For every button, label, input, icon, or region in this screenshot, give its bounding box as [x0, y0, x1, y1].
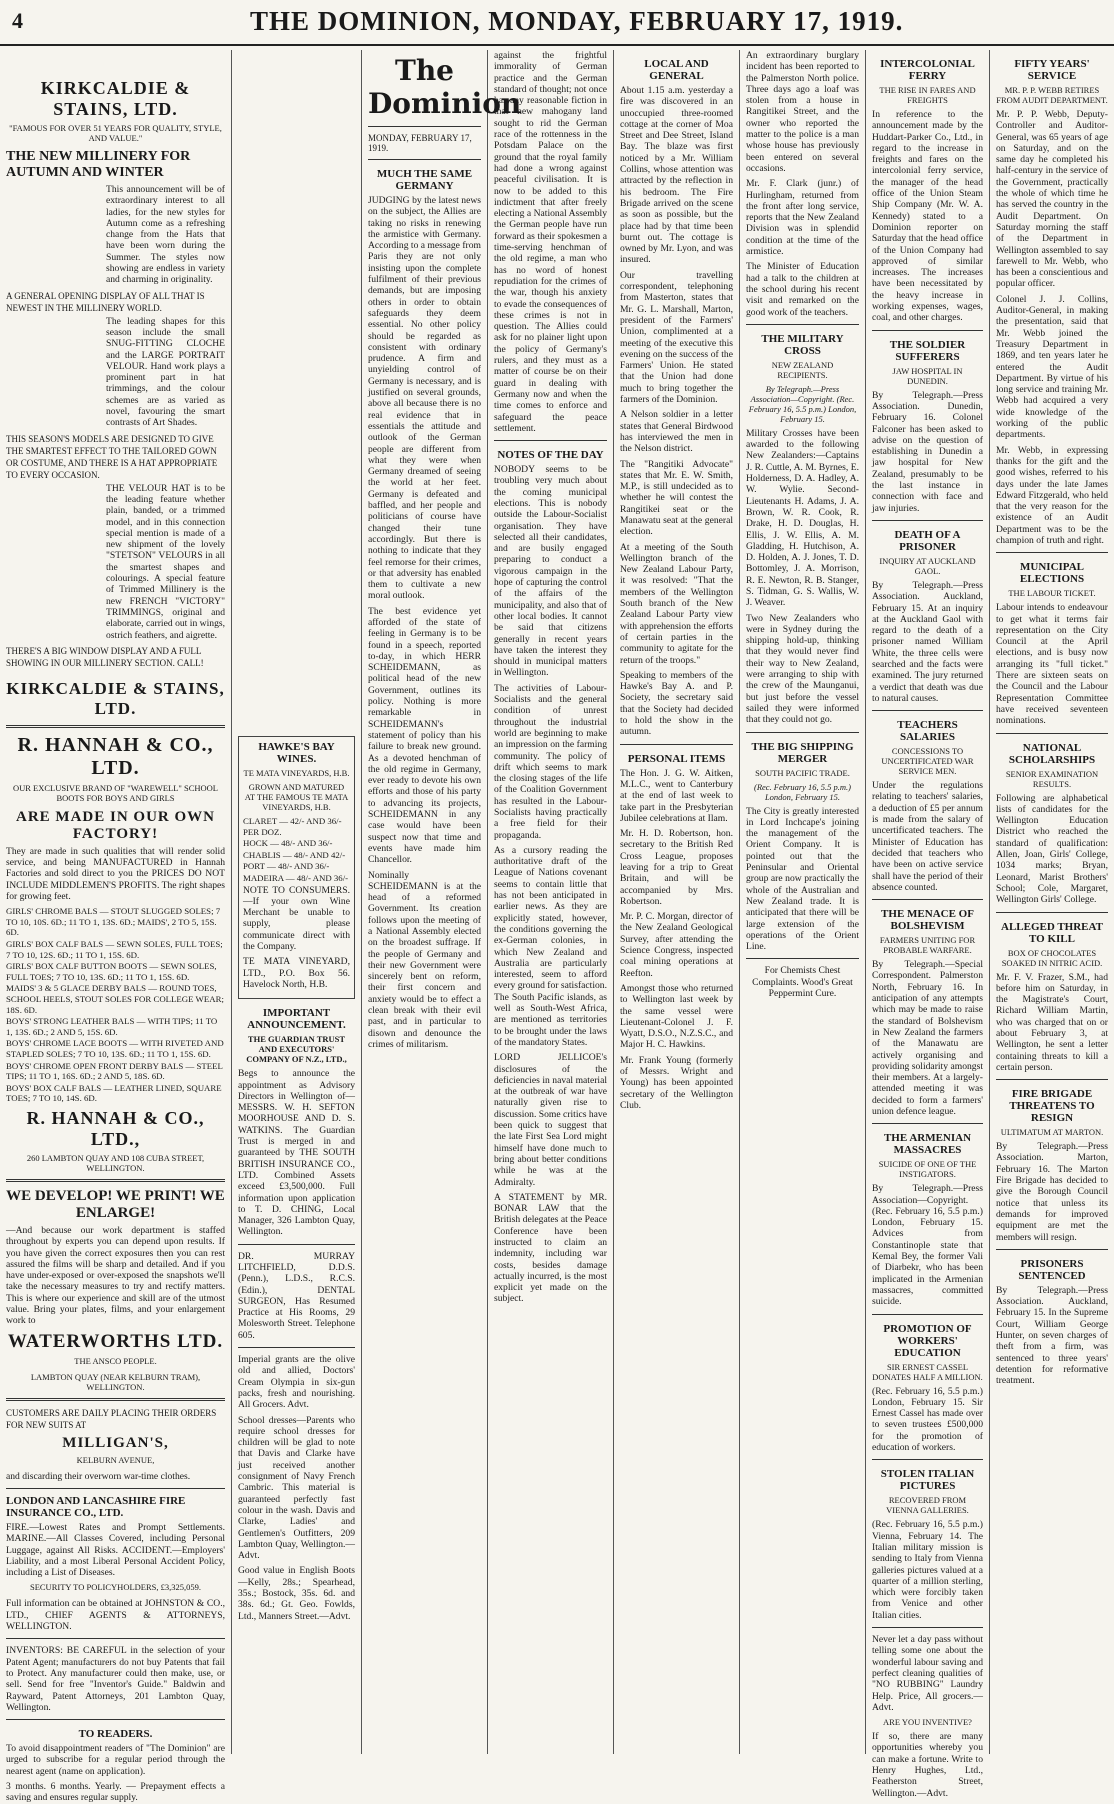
armenian-headline: THE ARMENIAN MASSACRES	[883, 1132, 972, 1157]
wine-price: HOCK — 48/- AND 36/-	[243, 838, 333, 849]
hannah-item: MAIDS' 3 & 5 GLACE DERBY BALS — ROUND TOES, SCHOOL HEELS, STOUT SOLES FOR COLLEGE WEAR; 18S. 6D.	[6, 983, 224, 1015]
wine-line: TE MATA VINEYARDS, H.B.	[243, 768, 350, 778]
personal-paragraph: Mr. H. D. Robertson, hon. secretary to the British Red Cross League, proposes leaving for a trip to Great Britain, and will be accompanied by Mrs. Robertson.	[620, 828, 733, 907]
local-headline: LOCAL AND GENERAL	[644, 58, 709, 82]
fifty-years-paragraph: Mr. Webb, in expressing thanks for the gift and the good wishes, referred to his days under the late James Edward Fitzgerald, who held that the very reason for the existence of an Audit Department was to be the champion of truth and right.	[996, 444, 1108, 546]
pictures-headline: STOLEN ITALIAN PICTURES	[880, 1468, 975, 1493]
wine-price: CLARET — 42/- AND 36/- PER DOZ.	[243, 816, 342, 837]
local-paragraph: At a meeting of the South Wellington branch of the New Zealand Labour Party, it was resolved: "That the members of the Wellington South branch of the New Zealand Labour Party view with apprehension the efforts of certain parties in the community to agitate for the return of the troops."	[620, 541, 733, 666]
millinery-shapes: The leading shapes for this season include the small SNUG-FITTING CLOCHE and the LARGE PORTRAIT VELOUR. Hand work plays a prominent part in hat trimmings, and the colour schemes are as varied as novel, favouring the smart contrasts of Art Shades.	[106, 315, 225, 429]
bolshevism-subhead: FARMERS UNITING FOR PROBABLE WARFARE.	[879, 935, 976, 956]
important-announcement: IMPORTANT ANNOUNCEMENT.	[247, 1007, 346, 1032]
waterworths-title: WATERWORTHS LTD.	[7, 1330, 224, 1352]
chemist-ad: For Chemists Chest Complaints. Wood's Great Peppermint Cure.	[752, 965, 853, 999]
millinery-headline: THE NEW MILLINERY FOR AUTUMN AND WINTER	[6, 149, 191, 180]
hannah-subtitle: OUR EXCLUSIVE BRAND OF "WAREWELL" SCHOOL BOOTS FOR BOYS AND GIRLS	[12, 782, 219, 803]
scholarships-headline: NATIONAL SCHOLARSHIPS	[1008, 741, 1096, 766]
military-cross-headline: THE MILITARY CROSS	[761, 332, 844, 357]
armenian-text: By Telegraph.—Press Association—Copyright. (Rec. February 16, 5.5 p.m.) London, February 15. Advices from Constantinople state that Kemal Bey, the former Vali of Diarbekr, who has been implicated in the Armenian massacres, committed suicide.	[872, 1183, 983, 1308]
waterworths-subtitle: THE ANSCO PEOPLE.	[74, 1355, 157, 1366]
editorial-paragraph: Nominally SCHEIDEMANN is at the head of a reformed Government. Its creation follows upon the meeting of a National Assembly elected on the broadest suffrage. If the people of Germany and their new Government were sincerely bent on reform, their first concern and anxiety would be to effect a clean break with their evil past, and in particular to disown and denounce the crimes of militarism.	[368, 869, 481, 1050]
hannah-item: GIRLS' BOX CALF BUTTON BOOTS — SEWN SOLES, FULL TOES; 7 TO 10, 13S. 6D.; 11 TO 1, 15S. 6D.	[6, 961, 217, 982]
fire-brigade-subhead: ULTIMATUM AT MARTON.	[1000, 1127, 1104, 1138]
ferry-text: In reference to the announcement made by the Huddart-Parker Co., Ltd., in regard to the increase in freights and fares on the intercolonial ferry service, the manager of the head office of the Union Steam Ship Company (Mr. W. A. Kennedy) stated to a Dominion reporter on Saturday that the head office of the Union Company had approved of similar increases. The increases have been necessitated by the heavy increase in working expenses, wages, coal, and other charges.	[872, 109, 983, 324]
personal-paragraph: Mr. Frank Young (formerly of Messrs. Wright and Young) has been appointed secretary of the Wellington Club.	[620, 1054, 733, 1111]
hannah-intro: They are made in such qualities that will render solid service, and being MANUFACTURED in Hannah Factories and sold direct to you the PRICES DO NOT INCLUDE MIDDLEMEN'S PROFITS. The right shapes for growing feet.	[6, 845, 226, 902]
shipping-text: The City is greatly interested in Lord Inchcape's joining the management of the Orient Company. It is pointed out that the Peninsular and Oriental group are now practically the whole of the Australian and New Zealand trade. It is anticipated that there will be large extension of the operations of the Orient Line.	[746, 805, 859, 953]
editorial-paragraph: JUDGING by the latest news on the subject, the Allies are taking no risks in renewing the armistice with Germany. According to a message from Paris they are not only insisting upon the complete fulfilment of their previous demands, but are imposing others in order to obtain safeguards they deem essential. No other policy should be regarded as consistent with ordinary prudence. A firm and unyielding control of Germany is necessary, and is justified on several grounds, above all because there is no real evidence that in essentials the attitude and outlook of the German people are different from what they were when Germany dreamed of seeing the world at her feet. Germany is defeated and baffled, and her people and politicians of course have changed their tune accordingly. But there is nothing to indicate that they feel remorse for their crimes, or that adversity has enabled them to cultivate a new moral outlook.	[368, 195, 481, 602]
teachers-headline: TEACHERS SALARIES	[897, 719, 958, 744]
editorial-date: MONDAY, FEBRUARY 17, 1919.	[368, 133, 472, 153]
kirkcaldie-tagline: "FAMOUS FOR OVER 51 YEARS FOR QUALITY, STYLE, AND VALUE."	[9, 123, 222, 143]
shipping-subhead: SOUTH PACIFIC TRADE.	[755, 767, 850, 778]
hannah-item: BOYS' CHROME LACE BOOTS — WITH RIVETED AND STAPLED SOLES; 7 TO 10, 13S. 6D.; 11 TO 1, 15S. 6D.	[6, 1038, 224, 1059]
municipal-headline: MUNICIPAL ELECTIONS	[1019, 561, 1085, 586]
armenian-subhead: SUICIDE OF ONE OF THE INSTIGATORS.	[878, 1159, 977, 1180]
prisoners-text: By Telegraph.—Press Association. Auckland, February 15. In the Supreme Court, William George Hunter, on seven charges of theft from a firm, was sentenced to three years' detention for reformative treatment.	[996, 1284, 1108, 1387]
notes-paragraph: The activities of Labour-Socialists and the general condition of unrest throughout the industrial world are beginning to make an impression on the farming community. The policy of drift which seems to mark the closing stages of the life of the Coalition Government has resulted in the Labour-Socialists having practically a free field for their propaganda.	[494, 682, 607, 841]
millinery-intro: This announcement will be of extraordinary interest to all ladies, for the new styles for Autumn come as a refreshing change from the Hats that have been worn during the Summer. The styles now showing are endless in variety and charming in originality.	[106, 184, 225, 286]
milligan-note: and discarding their overworn war-time clothes.	[6, 1470, 191, 1482]
readers-text: To avoid disappointment readers of "The Dominion" are urged to subscribe for a regular period through the nearest agent (name on application).	[6, 1743, 225, 1777]
ferry-subhead: THE RISE IN FARES AND FREIGHTS	[879, 85, 976, 105]
lancashire-info: Full information can be obtained at JOHNSTON & CO., LTD., CHIEF AGENTS & ATTORNEYS, WELLINGTON.	[6, 1598, 225, 1633]
wine-line: GROWN AND MATURED AT THE FAMOUS TE MATA VINEYARDS, H.B.	[244, 782, 349, 812]
ferry-headline: INTERCOLONIAL FERRY	[880, 58, 975, 82]
milligan-name: MILLIGAN'S,	[62, 1434, 169, 1451]
hannah-item: BOYS' STRONG LEATHER BALS — WITH TIPS; 11 TO 1, 13S. 6D.; 2 AND 5, 15S. 6D.	[6, 1016, 218, 1037]
personal-paragraph: Amongst those who returned to Wellington last week by the same vessel were Lieutenant-Colonel J. F. Wyatt, D.S.O., N.Z.S.C., and Major H. C. Hawkins.	[620, 982, 733, 1051]
cable-news-column	[866, 50, 990, 1799]
lancashire-security: SECURITY TO POLICYHOLDERS, £3,325,059.	[29, 1582, 202, 1593]
window-display-caption: THERE'S A BIG WINDOW DISPLAY AND A FULL SHOWING IN OUR MILLINERY SECTION. CALL!	[6, 645, 204, 668]
local-paragraph: Our travelling correspondent, telephoning from Masterton, states that Mr. G. L. Marshall, Marton, president of the Farmers' Union, complimented at a meeting of the executive this evening on the success of the Farmers' Union. He stated that the Union had done much to bring together the farmers of the Dominion.	[620, 269, 733, 406]
milligan-address: KELBURN AVENUE,	[76, 1454, 155, 1465]
fifty-years-paragraph: Mr. P. P. Webb, Deputy-Controller and Auditor-General, was 65 years of age on Saturday, and on the same day he completed his half-century in the service of the Government, practically the whole of which time he has served the country in the Audit Department. On Saturday morning the staff of the Department in Wellington assembled to say farewell to Mr. Webb, who has been a conscientious and popular officer.	[996, 109, 1108, 290]
notes-headline: NOTES OF THE DAY	[497, 449, 604, 462]
masthead-title: THE DOMINION, MONDAY, FEBRUARY 17, 1919.	[250, 6, 904, 36]
hannah-headline: ARE MADE IN OUR OWN FACTORY!	[16, 808, 215, 842]
guardian-title: THE GUARDIAN TRUST AND EXECUTORS' COMPANY OF N.Z., LTD.,	[246, 1034, 347, 1065]
war-paragraph: Mr. F. Clark (junr.) of Hurlingham, returned from the front after long service, reports that the New Zealand Division was in splendid condition at the time of the armistice.	[746, 178, 859, 258]
notes-paragraph: LORD JELLICOE's disclosures of the deficiencies in naval material at the outbreak of war have naturally given rise to discussion. Some critics have been quick to suggest that the late First Sea Lord might himself have done much to bring about better conditions while he was at the Admiralty.	[494, 1052, 607, 1188]
education-subhead: SIR ERNEST CASSEL DONATES HALF A MILLION.	[872, 1361, 983, 1382]
personal-paragraph: The Hon. J. G. W. Aitken, M.L.C., went to Canterbury at the end of last week to take part in the Presbyterian Jubilee celebrations at Ilam.	[620, 767, 733, 824]
ad-column-kirkcaldie	[0, 50, 232, 1804]
threat-text: Mr. F. V. Frazer, S.M., had before him on Saturday, in the Magistrate's Court, Richard William Martin, who was charged that on or about February 3, at Wellington, he sent a letter containing threats to kill a certain person.	[996, 971, 1108, 1073]
military-dateline: By Telegraph.—Press Association—Copyright. (Rec. February 16, 5.5 p.m.) London, February 15.	[748, 383, 857, 424]
inventive-text: If so, there are many opportunities whereby you can make a fortune. Write to Henry Hughes, Ltd., Featherston Street, Wellington.—Advt.	[872, 1731, 983, 1799]
editorial-column	[362, 50, 522, 1754]
military-cross-subhead: NEW ZEALAND RECIPIENTS.	[771, 359, 834, 380]
personal-headline: PERSONAL ITEMS	[627, 752, 726, 765]
subscription-rates: 3 months. 6 months. Yearly. — Prepayment effects a saving and ensures regular supply.	[6, 1780, 225, 1804]
wine-line: HAWKE'S BAY WINES.	[258, 741, 335, 765]
personal-paragraph: Mr. P. C. Morgan, director of the New Zealand Geological Survey, after attending the Science Congress, inspected coal mining operations at Reefton.	[620, 911, 733, 979]
milligan-line: CUSTOMERS ARE DAILY PLACING THEIR ORDERS FOR NEW SUITS AT	[6, 1407, 217, 1430]
wine-ad	[238, 736, 355, 999]
local-paragraph: About 1.15 a.m. yesterday a fire was discovered in an unoccupied three-roomed cottage at the corner of Moa Street and Dee Street, Island Bay. The blaze was first noticed by a Mr. William Collins, whose attention was attracted by the reflection in his bedroom. The Fire Brigade arrived on the scene as soon as possible, but the place had by that time been burnt out. The cottage is owned by Mr. Lyon, and was insured.	[620, 85, 733, 266]
hannah-item: GIRLS' BOX CALF BALS — SEWN SOLES, FULL TOES; 7 TO 10, 12S. 6D.; 11 TO 1, 15S. 6D.	[6, 939, 223, 960]
education-text: (Rec. February 16, 5.5 p.m.) London, February 15. Sir Ernest Cassel has made over to seven trustees £500,000 for the promotion of education of workers.	[872, 1385, 983, 1454]
laundry-notice: Never let a day pass without telling some one about the wonderful labour saving and perfect cleaning qualities of "NO RUBBING" Laundry Help. Price, All grocers.—Advt.	[872, 1634, 983, 1713]
hannah-item: BOYS' BOX CALF BALS — LEATHER LINED, SQUARE TOES; 7 TO 10, 14S. 6D.	[6, 1082, 222, 1104]
inventive-headline: ARE YOU INVENTIVE?	[883, 1717, 972, 1728]
scholarships-subhead: SENIOR EXAMINATION RESULTS.	[1005, 768, 1099, 789]
hannah-item: BOYS' CHROME OPEN FRONT DERBY BALS — STEEL TIPS; 11 TO 1, 16S. 6D.; 2 AND 5, 18S. 6D.	[6, 1060, 223, 1082]
teachers-subhead: CONCESSIONS TO UNCERTIFICATED WAR SERVICE MEN.	[881, 746, 974, 777]
right-news-column	[990, 50, 1114, 1754]
sufferers-text: By Telegraph.—Press Association. Dunedin, February 16. Colonel Falconer has been asked to advise on the question of establishing in Dunedin a jaw hospital for New Zealand, presumably to be the last instance in connection with face and jaw injuries.	[872, 389, 983, 514]
hannah-footer-title: R. HANNAH & CO., LTD.,	[26, 1107, 205, 1149]
teachers-text: Under the regulations relating to teachers' salaries, a deduction of £5 per annum is made from the salary of uncertificated teachers. The Minister of Education has decided that teachers who have been on active service shall have the period of their absence counted.	[872, 780, 983, 893]
bolshevism-headline: THE MENACE OF BOLSHEVISM	[881, 908, 974, 933]
education-headline: PROMOTION OF WORKERS' EDUCATION	[883, 1322, 972, 1359]
sufferers-subhead: JAW HOSPITAL IN DUNEDIN.	[892, 365, 963, 386]
wine-price: MADEIRA — 48/- AND 36/-	[243, 872, 349, 883]
fifty-years-paragraph: Colonel J. J. Collins, Auditor-General, in making the presentation, said that Mr. Webb joined the Treasury Department in 1869, and ten years later he entered the Audit Department. By virtue of his long service and training Mr. Webb had acquired a very wide knowledge of the working of the public departments.	[996, 293, 1108, 441]
threat-subhead: BOX OF CHOCOLATES SOAKED IN NITRIC ACID.	[1001, 947, 1103, 968]
local-paragraph: A Nelson soldier in a letter states that General Birdwood has interviewed the men in the Nelson district.	[620, 409, 733, 455]
waterworths-address: LAMBTON QUAY (NEAR KELBURN TRAM), WELLINGTON.	[30, 1371, 201, 1392]
editorial-headline: MUCH THE SAME GERMANY	[376, 168, 473, 192]
hannah-address: 260 LAMBTON QUAY AND 108 CUBA STREET, WELLINGTON.	[26, 1152, 205, 1173]
kirkcaldie-title: KIRKCALDIE & STAINS, LTD.	[40, 78, 191, 119]
editorial-paragraph: The best evidence yet afforded of the state of feeling in Germany is to be found in a speech, reported to-day, in which HERR SCHEIDEMANN, as political head of the new Government, outlines its policy. Nothing is more remarkable in SCHEIDEMANN's statement of policy than his failure to break new ground. As a devoted henchman of the old regime in Germany, ever ready to devote his own efforts and those of his party to advancing its projects, SCHEIDEMANN in any case would have been suspect now that time and events have made him Chancellor.	[368, 605, 481, 866]
burglary-paragraph: An extraordinary burglary incident has been reported to the Palmerston North police. Three days ago a loaf was stolen from a house in Rangitikei Street, and the owner who reported the matter to the police is a man whose house has previously been entered on several occasions.	[746, 50, 859, 174]
prisoner-death-subhead: INQUIRY AT AUCKLAND GAOL.	[879, 555, 976, 576]
fire-brigade-text: By Telegraph.—Press Association. Marton, February 16. The Marton Fire Brigade has decided to give the Borough Council notice that unless its demands for improved equipment are met the members will resign.	[996, 1141, 1108, 1243]
school-dresses-notice: School dresses—Parents who require school dresses for children will be glad to note that Davis and Clarke have just received another consignment of Navy French Cambric. This material is guaranteed perfectly fast colour in the wash. Davis and Clarke, Ladies' and Gentlemen's Outfitters, 209 Lambton Quay, Wellington.—Advt.	[238, 1414, 355, 1562]
bolshevism-text: By Telegraph.—Special Correspondent. Palmerston North, February 16. In anticipation of any attempts which may be made to raise the standard of Bolshevism in New Zealand the farmers of the Manawatu are actively organising and providing solidarity amongst their members. At a largely-attended meeting it was decided to form a farmers' union defence league.	[872, 959, 983, 1117]
editorial-continued: against the frightful immorality of German practice and the German standard of thought; not once has any reasonable fiction in that new mahogany land sought to rid the German race of the rottenness in the Potsdam Palace on the ground that the royal family had done a wrong against peaceful civilisation. It is now to be added to this indictment that after freely electing a National Assembly the German people have run forward as their spokesmen a time-serving henchman of the old regime, a man who has no word of honest repudiation for the crimes of the war, though his anxiety to evade the consequences of these crimes is not in question. The Allies could ask for no plainer light upon the policy of Germany's rulers, and they must as a matter of course be on their guard in dealing with Germany now and when the time comes to enforce and safeguard the peace settlement.	[494, 50, 607, 434]
sufferers-headline: THE SOLDIER SUFFERERS	[889, 338, 966, 363]
develop-headline: WE DEVELOP! WE PRINT! WE ENLARGE!	[6, 1187, 225, 1221]
prisoner-death-headline: DEATH OF A PRISONER	[894, 528, 961, 553]
velour-hat-text: THE VELOUR HAT is to be the leading feature whether plain, banded, or a trimmed model, and in this connection special mention is made of a new shipment of the lovely "STETSON" VELOURS in all the smartest shapes and colourings. A special feature of Trimmed Millinery is the new FRENCH "VICTORY" TRIMMINGS, original and elaborate, carried out in wings, ostrich feathers, and aigrette.	[106, 482, 225, 641]
prisoner-death-text: By Telegraph.—Press Association. Auckland, February 15. At an inquiry at the Auckland Gaol with regard to the death of a prisoner named William White, the three cells were searched and the facts were examined. The jury returned a verdict that death was due to natural causes.	[872, 579, 983, 704]
guardian-text: Begs to announce the appointment as Advisory Directors in Wellington of— MESSRS. W. H. SEFTON MOORHOUSE AND D. S. WATKINS. The Guardian Trust is merged in and guaranteed by THE SOUTH BRITISH INSURANCE CO., LTD. Combined Assets exceed £3,500,000. Full information upon application to T. D. CHING, Local Manager, 326 Lambton Quay, Wellington.	[238, 1068, 355, 1238]
shipping-dateline: (Rec. February 16, 5.5 p.m.) London, February 15.	[753, 781, 851, 802]
develop-text: —And because our work department is staffed throughout by experts you can depend upon results. If you have given the correct exposures then you can rest assured the films will be sharp and detailed. And if you have under-exposed or over-exposed the snapshots we'll take the necessary measures to try and rectify matters. This is where our experience and skill are of the utmost value. Bring your plates, films, and your enlargement work to	[6, 1224, 225, 1327]
new-zealanders-paragraph: Two New Zealanders who were in Sydney during the shipping hold-up, thinking that they would never find their way to New Zealand, were arranging to ship with the crew of the Maunganui, but just before the vessel sailed they were informed that they could not go.	[746, 612, 859, 726]
local-paragraph: The "Rangitiki Advocate" states that Mr. E. W. Smith, M.P., is still undecided as to whether he will contest the Rangitikei seat or the Manawatu seat at the general election.	[620, 458, 733, 538]
fire-brigade-headline: FIRE BRIGADE THREATENS TO RESIGN	[1009, 1088, 1095, 1125]
masthead	[0, 0, 1114, 46]
threat-headline: ALLEGED THREAT TO KILL	[1001, 920, 1103, 945]
local-paragraph: Speaking to members of the Hawke's Bay A. and P. Society, the secretary said that the Society had decided to hold the show in the autumn.	[620, 669, 733, 738]
notes-paragraph: As a cursory reading the authoritative draft of the League of Nations covenant seems to contain little that has not been anticipated in earlier news. As they are explicitly stated, however, the conditions governing the ex-German colonies, in which New Zealand and Australia are particularly interested, seem to afford every ground for satisfaction. The South Pacific islands, as well as South-West Africa, are mentioned as territories to be brought under the laws of the mandatory States.	[494, 844, 607, 1048]
wine-price: PORT — 48/- AND 36/-	[243, 861, 330, 872]
opening-display-caption: A GENERAL OPENING DISPLAY OF ALL THAT IS NEWEST IN THE MILLINERY WORLD.	[6, 290, 205, 313]
general-news-column	[740, 50, 866, 1754]
notes-column	[488, 50, 614, 1754]
kirkcaldie-footer-title: KIRKCALDIE & STAINS, LTD.	[6, 678, 225, 718]
hannah-title: R. HANNAH & CO., LTD.	[17, 733, 214, 779]
lancashire-title: LONDON AND LANCASHIRE FIRE INSURANCE CO., LTD.	[6, 1494, 186, 1519]
page-number: 4	[12, 8, 23, 33]
local-news-column	[614, 50, 740, 1754]
fifty-years-headline: FIFTY YEARS' SERVICE	[1014, 58, 1090, 82]
fifty-years-subhead: MR. P. P. WEBB RETIRES FROM AUDIT DEPARTMENT.	[996, 85, 1108, 105]
scholarships-text: Following are alphabetical lists of candidates for the Wellington Education District who reached the standard of qualification: Allen, Joan, Girls' College, 1034 marks; Bryan, Leonard, Marist Brothers' School; Cole, Margaret, Wellington Girls' College.	[996, 792, 1108, 906]
hannah-item: GIRLS' CHROME BALS — STOUT SLUGGED SOLES; 7 TO 10, 10S. 6D.; 11 TO 1, 13S. 6D.; MAIDS', 2 TO 5, 15S. 6D.	[6, 906, 221, 938]
models-caption: THIS SEASON'S MODELS ARE DESIGNED TO GIVE THE SMARTEST EFFECT TO THE TAILORED GOWN OR COSTUME, AND THERE IS A HAT APPROPRIATE TO EVERY OCCASION.	[6, 433, 218, 480]
prisoners-headline: PRISONERS SENTENCED	[1018, 1257, 1086, 1282]
paper-nameplate: The Dominion	[368, 54, 522, 120]
imperial-notice: Imperial grants are the olive old and allied, Doctors' Cream Olympia in six-gun packs, fresh and nourishing. All Grocers. Advt.	[238, 1354, 355, 1411]
lancashire-text: FIRE.—Lowest Rates and Prompt Settlements. MARINE.—All Classes Covered, including Personal Luggage, against All Risks. ACCIDENT.—Employers' Liability, and a most Liberal Personal Accident Policy, including a List of Diseases.	[6, 1521, 225, 1579]
pictures-subhead: RECOVERED FROM VIENNA GALLERIES.	[886, 1495, 969, 1516]
municipal-subhead: THE LABOUR TICKET.	[1008, 588, 1096, 599]
shipping-headline: THE BIG SHIPPING MERGER	[751, 740, 854, 765]
wine-address: TE MATA VINEYARD, LTD., P.O. Box 56. Havelock North, H.B.	[243, 956, 350, 990]
readers-headline: TO READERS.	[78, 1728, 153, 1741]
wine-note: NOTE TO CONSUMERS.—If your own Wine Merchant be unable to supply, please communicate direct with the Company.	[243, 884, 350, 953]
wine-price: CHABLIS — 48/- AND 42/-	[243, 849, 346, 860]
military-cross-text: Military Crosses have been awarded to the following New Zealanders:—Captains J. R. Cuttle, A. M. Byrnes, E. Holderness, D. A. Hadley, A. W. Wylie. Second-Lieutenants H. Adams, J. A. Brown, W. R. Cook, R. Drake, H. D. Douglas, H. Ellis, J. W. Ellis, A. M. Gladding, H. Hutchison, A. D. Holden, A. J. Jones, T. D. Bottomley, J. A. Morrison, R. E. Newton, R. B. Stanger, S. Tidman, G. S. Wallis, W. J. Weaver.	[746, 427, 859, 609]
municipal-text: Labour intends to endeavour to get what it terms fair representation on the City Council at the April elections, and is busy now arranging its "full ticket." There are sixteen seats on the Council and the Labour Representation Committee have received seventeen nominations.	[996, 602, 1108, 727]
ad-column-notices	[232, 50, 362, 1754]
dental-ad: DR. MURRAY LITCHFIELD, D.D.S. (Penn.), L.D.S., R.C.S. (Edin.), DENTAL SURGEON, Has Resumed Practice at His Rooms, 29 Molesworth Street. Telephone 605.	[238, 1250, 355, 1341]
war-paragraph: The Minister of Education had a talk to the children at the school during his recent visit and remarked on the good work of the teachers.	[746, 261, 859, 318]
boots-notice: Good value in English Boots—Kelly, 28s.; Spearhead, 35s.; Bostock, 35s. 6d. and 38s. 6d.; Gt. Geo. Fowlds, Ltd., Manners Street.—Advt.	[238, 1565, 355, 1622]
inventors-ad: INVENTORS: BE CAREFUL in the selection of your Patent Agent; manufacturers do not buy Patents that fail to Protect. Any manufacturer could then make, use, or sell. Send for free "Inventor's Guide." Baldwin and Rayward, Patent Attorneys, 201 Lambton Quay, Wellington.	[6, 1645, 225, 1713]
pictures-text: (Rec. February 16, 5.5 p.m.) Vienna, February 14. The Italian military mission is sending to Italy from Vienna galleries pictures valued at a quarter of a million sterling, which were forcibly taken from Venice and other Italian cities.	[872, 1519, 983, 1621]
notes-paragraph: NOBODY seems to be troubling very much about the coming municipal elections. This is nobody outside the Labour-Socialist organisation. They have selected all their candidates, and are busily engaged preparing to conduct a vigorous campaign in the hope of capturing the control of the affairs of the municipality, and also that of other local bodies. It cannot be said that citizens generally in recent years have taken the interest they should in municipal matters in Wellington.	[494, 464, 607, 679]
notes-paragraph: A STATEMENT by MR. BONAR LAW that the British delegates at the Peace Conference have been instructed to claim an indemnity, including war costs, besides damage actually incurred, is the most explicit yet made on the subject.	[494, 1191, 607, 1305]
